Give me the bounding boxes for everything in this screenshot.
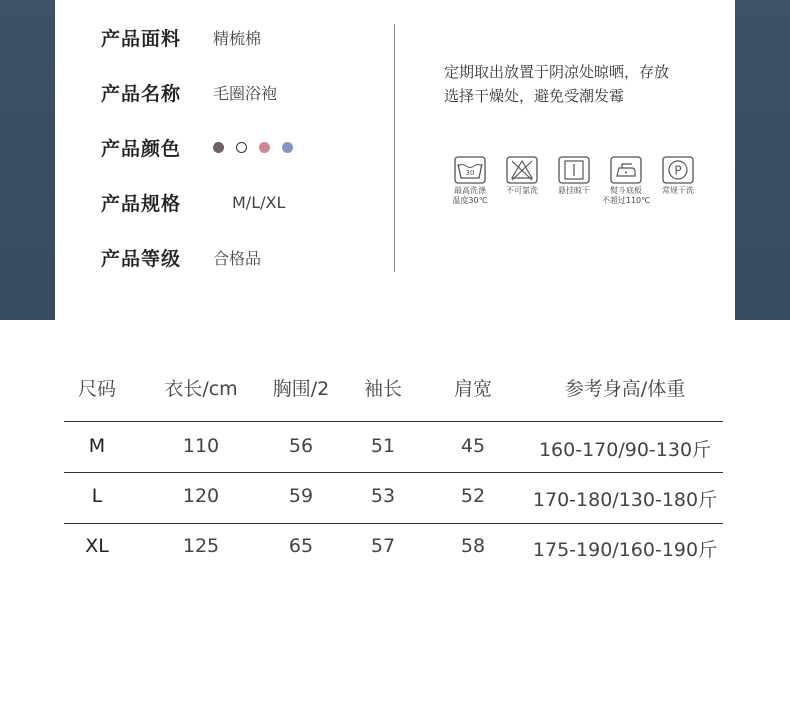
table-rule	[64, 472, 723, 473]
spec-value: 合格品	[213, 248, 262, 268]
color-swatch-blue[interactable]	[282, 142, 293, 153]
icon-caption: 熨斗底板 不超过110℃	[601, 186, 651, 205]
table-cell: 53	[370, 485, 396, 507]
table-cell: 58	[460, 535, 486, 557]
svg-text:P: P	[674, 163, 682, 178]
left-backdrop	[0, 0, 55, 320]
spec-value: M/L/XL	[232, 192, 286, 212]
icon-caption: 常规干洗	[662, 186, 694, 195]
table-cell: 175-190/160-190斤	[532, 539, 718, 561]
table-rule	[64, 421, 723, 422]
spec-label: 产品面料	[101, 27, 182, 50]
care-line: 选择干燥处，避免受潮发霉	[444, 87, 625, 105]
table-cell: XL	[85, 535, 109, 557]
color-swatch-gray[interactable]	[213, 142, 224, 153]
table-cell: L	[91, 485, 103, 507]
table-cell: 170-180/130-180斤	[532, 489, 718, 511]
spec-row-color	[101, 135, 293, 159]
table-header: 尺码	[77, 378, 117, 400]
care-line: 定期取出放置于阴凉处晾晒，存放	[444, 63, 670, 81]
table-header: 袖长	[363, 378, 403, 400]
table-header: 衣长/cm	[164, 378, 238, 400]
table-cell: 65	[288, 535, 314, 557]
table-cell: 57	[370, 535, 396, 557]
spec-row-name	[101, 80, 277, 104]
icon-caption: 悬挂晾干	[558, 186, 590, 195]
spec-row-fabric	[101, 25, 261, 49]
table-cell: 160-170/90-130斤	[538, 439, 712, 461]
spec-label: 产品等级	[101, 247, 182, 270]
right-backdrop	[735, 0, 790, 320]
spec-row-grade	[101, 245, 261, 269]
table-cell: 59	[288, 485, 314, 507]
table-cell: 45	[460, 435, 486, 457]
divider	[394, 24, 395, 272]
svg-text:30: 30	[465, 169, 475, 177]
iron-icon	[600, 156, 652, 206]
spec-value: 毛圈浴袍	[213, 83, 278, 103]
care-icons	[444, 156, 704, 206]
table-cell: 120	[182, 485, 220, 507]
table-header: 胸围/2	[272, 378, 330, 400]
icon-caption: 最高洗涤 温度30℃	[452, 186, 488, 205]
spec-label: 产品名称	[101, 82, 182, 105]
table-cell: 56	[288, 435, 314, 457]
table-cell: 125	[182, 535, 220, 557]
spec-row-size	[101, 190, 285, 214]
wash-30-icon	[444, 156, 496, 206]
table-cell: M	[88, 435, 106, 457]
care-instructions	[444, 60, 714, 108]
table-header: 肩宽	[453, 378, 493, 400]
color-swatch-pink[interactable]	[259, 142, 270, 153]
icon-caption: 不可氯洗	[506, 186, 538, 195]
color-swatch-white[interactable]	[236, 142, 247, 153]
color-swatches	[213, 142, 293, 153]
no-bleach-icon	[496, 156, 548, 206]
spec-label: 产品颜色	[101, 137, 182, 160]
spec-label: 产品规格	[101, 192, 182, 215]
table-cell: 110	[182, 435, 220, 457]
table-cell: 52	[460, 485, 486, 507]
table-cell: 51	[370, 435, 396, 457]
table-rule	[64, 523, 723, 524]
hang-dry-icon	[548, 156, 600, 206]
table-header: 参考身高/体重	[564, 378, 686, 400]
spec-value: 精梳棉	[213, 28, 262, 48]
dry-clean-icon	[652, 156, 704, 206]
